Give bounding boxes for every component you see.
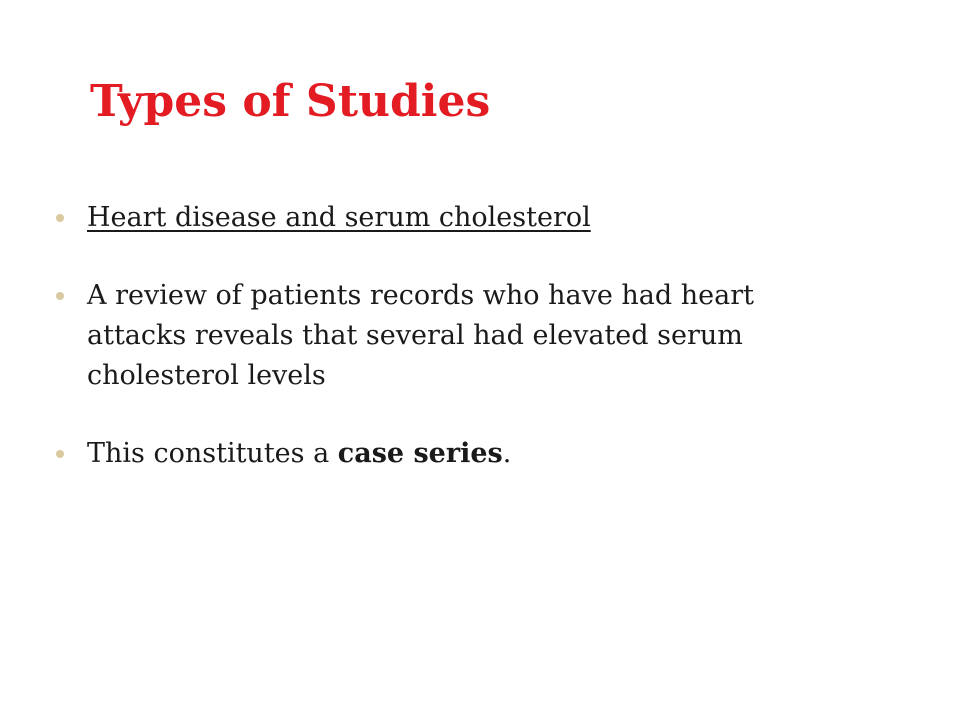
bullet-list xyxy=(50,198,850,474)
bullet-text xyxy=(87,434,850,474)
bullet-text: Heart disease and serum cholesterol xyxy=(87,202,591,233)
bullet-text-prefix: This constitutes a xyxy=(87,438,338,469)
bullet-dot-icon xyxy=(56,214,64,222)
bullet-text-emphasis: case series xyxy=(337,438,503,469)
bullet-text-suffix: . xyxy=(502,438,512,469)
bullet-dot-icon xyxy=(56,292,64,300)
slide-title: Types of Studies xyxy=(90,76,491,127)
bullet-dot-icon xyxy=(56,450,64,458)
bullet-text: A review of patients records who have had heart attacks reveals that several had elevated serum cholesterol levels xyxy=(87,280,754,391)
list-item xyxy=(50,276,850,396)
list-item xyxy=(50,434,850,474)
list-item xyxy=(50,198,850,238)
